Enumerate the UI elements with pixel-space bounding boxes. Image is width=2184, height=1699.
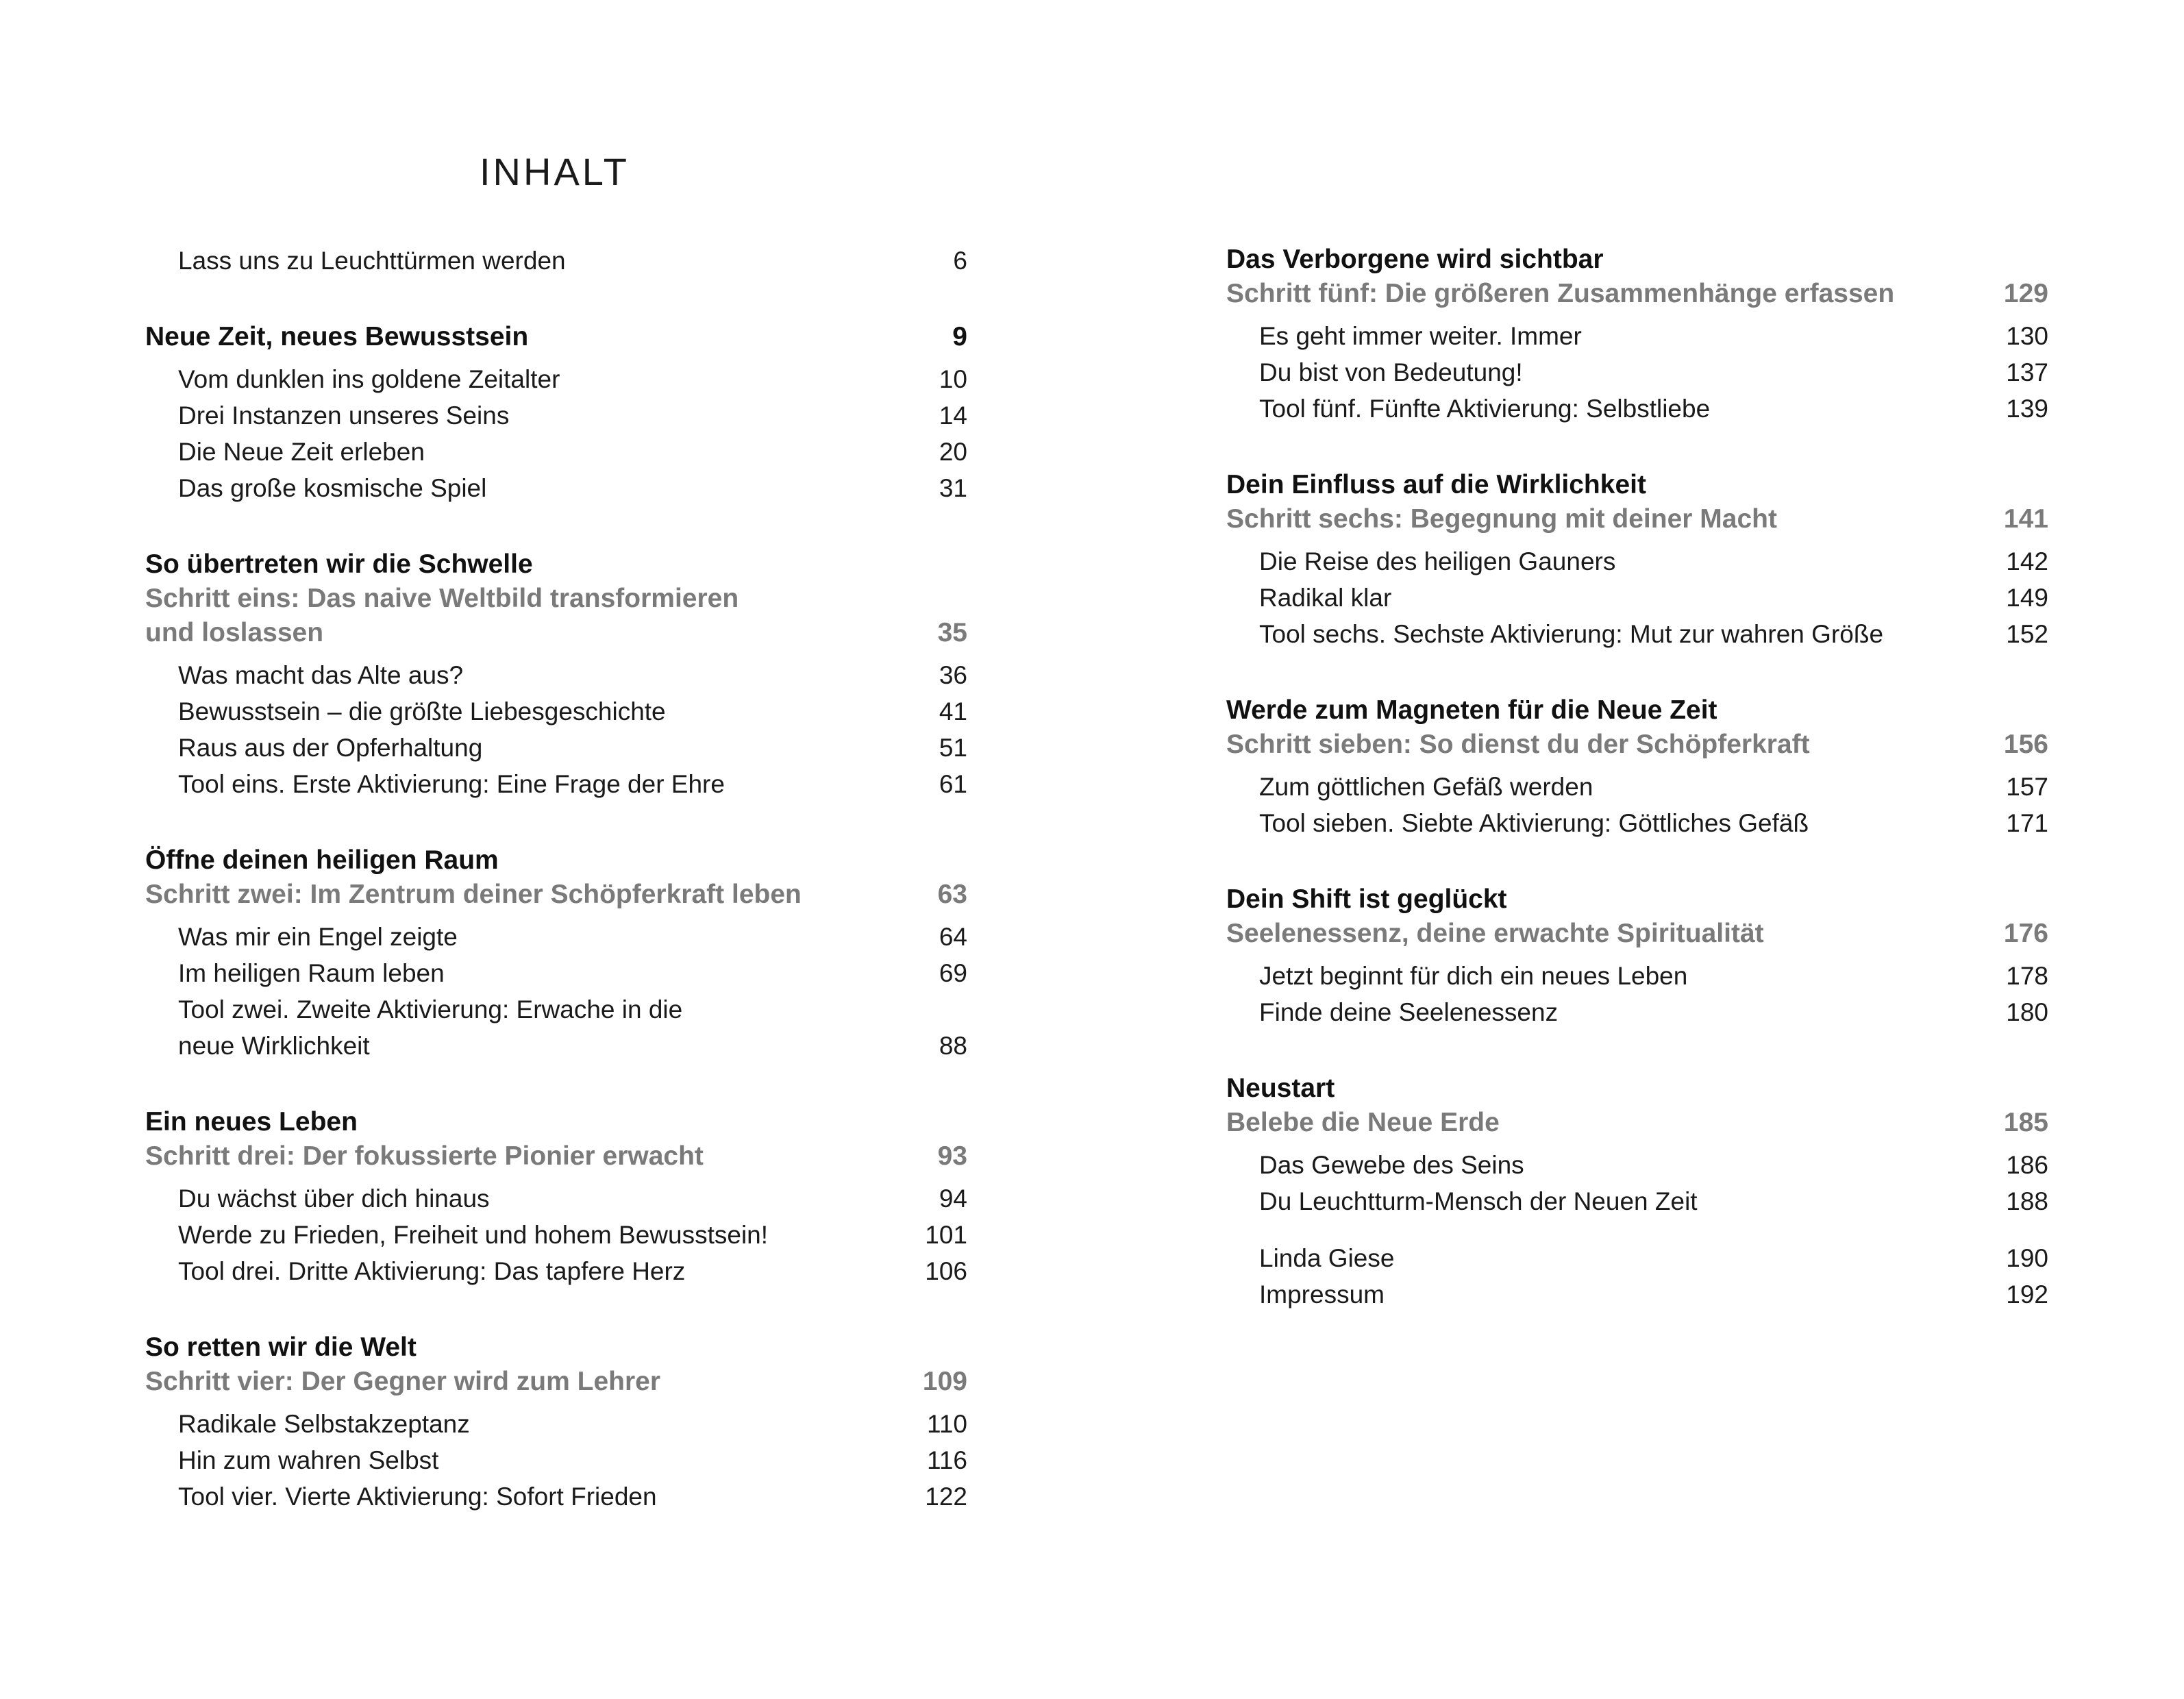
entry-page: 152 [2006, 620, 2048, 648]
entry-page: 101 [925, 1221, 967, 1249]
entry-page: 20 [939, 438, 967, 466]
entry-title: Was macht das Alte aus? [178, 661, 464, 689]
step-title: Belebe die Neue Erde [1226, 1108, 1500, 1137]
entry-page: 178 [2006, 962, 2048, 990]
entry-title: Es geht immer weiter. Immer [1259, 322, 1582, 350]
toc-entry[interactable] [145, 1442, 967, 1478]
entry-page: 116 [927, 1446, 967, 1474]
entry-page: 157 [2006, 773, 2048, 801]
chapter-heading[interactable] [1226, 882, 2048, 917]
step-page: 185 [2003, 1108, 2048, 1137]
entry-title: Drei Instanzen unseres Seins [178, 401, 510, 430]
entry-title: Das große kosmische Spiel [178, 474, 487, 502]
entry-title: Die Neue Zeit erleben [178, 438, 425, 466]
step-subheading[interactable] [145, 1365, 967, 1399]
toc-entry[interactable] [145, 657, 967, 693]
entry-page: 186 [2006, 1151, 2048, 1179]
entry-title: Tool sechs. Sechste Aktivierung: Mut zur wahren Größe [1259, 620, 1884, 648]
chapter-title: So übertreten wir die Schwelle [145, 549, 533, 579]
step-subheading[interactable] [1226, 728, 2048, 762]
step-title: Schritt vier: Der Gegner wird zum Lehrer [145, 1367, 661, 1396]
chapter-heading[interactable] [1226, 1071, 2048, 1106]
entry-title: Radikale Selbstakzeptanz [178, 1410, 470, 1438]
toc-entry[interactable] [145, 434, 967, 470]
chapter-title: So retten wir die Welt [145, 1332, 417, 1362]
step-subheading-line: Schritt eins: Das naive Weltbild transformieren [145, 584, 739, 613]
toc-entry[interactable] [145, 397, 967, 434]
chapter-heading[interactable] [145, 1330, 967, 1365]
step-title: Schritt sechs: Begegnung mit deiner Macht [1226, 504, 1777, 534]
entry-title: Die Reise des heiligen Gauners [1259, 547, 1616, 575]
toc-entry[interactable] [1226, 958, 2048, 994]
entry-title: Vom dunklen ins goldene Zeitalter [178, 365, 560, 393]
entry-page: 180 [2006, 998, 2048, 1026]
page-title: INHALT [480, 150, 630, 193]
entry-page: 149 [2006, 584, 2048, 612]
entry-page: 190 [2006, 1244, 2048, 1272]
step-title: Seelenessenz, deine erwachte Spiritualität [1226, 919, 1764, 948]
toc-entry[interactable] [145, 1253, 967, 1289]
chapter-title: Dein Shift ist geglückt [1226, 884, 1507, 914]
entry-page: 51 [939, 734, 967, 762]
entry-title: Im heiligen Raum leben [178, 959, 445, 987]
step-subheading[interactable] [1226, 502, 2048, 536]
entry-page: 142 [2006, 547, 2048, 575]
entry-title: Radikal klar [1259, 584, 1392, 612]
step-page: 63 [937, 880, 967, 909]
step-page: 176 [2003, 919, 2048, 948]
entry-title: Finde deine Seelenessenz [1259, 998, 1559, 1026]
toc-entry[interactable] [145, 1478, 967, 1515]
chapter-heading[interactable] [1226, 468, 2048, 502]
entry-title: Bewusstsein – die größte Liebesgeschichte [178, 697, 666, 726]
entry-page: 61 [939, 770, 967, 798]
step-subheading[interactable] [1226, 1106, 2048, 1140]
chapter-page: 9 [952, 322, 967, 351]
entry-title: Tool drei. Dritte Aktivierung: Das tapfere Herz [178, 1257, 686, 1285]
toc-entry[interactable] [1226, 769, 2048, 805]
toc-entry[interactable] [1226, 1147, 2048, 1183]
step-subheading[interactable] [145, 1139, 967, 1174]
toc-entry[interactable] [145, 919, 967, 955]
step-page: 35 [937, 618, 967, 647]
entry-page: 94 [939, 1185, 967, 1213]
step-subheading[interactable] [145, 616, 967, 650]
entry-page: 188 [2006, 1187, 2048, 1215]
entry-page: 36 [939, 661, 967, 689]
toc-entry[interactable] [1226, 616, 2048, 652]
toc-entry[interactable] [145, 693, 967, 730]
chapter-title: Neue Zeit, neues Bewusstsein [145, 322, 529, 351]
toc-entry-imprint[interactable] [1226, 1276, 2048, 1313]
toc-entry[interactable] [1226, 580, 2048, 616]
entry-page: 139 [2006, 395, 2048, 423]
step-page: 129 [2003, 279, 2048, 308]
toc-entry[interactable] [145, 361, 967, 397]
entry-title: Werde zu Frieden, Freiheit und hohem Bewusstsein! [178, 1221, 769, 1249]
toc-right-column [1226, 243, 2048, 1313]
toc-left-column [145, 243, 967, 1515]
toc-entry[interactable] [145, 991, 967, 1064]
entry-page: 14 [939, 401, 967, 430]
entry-title-continued: neue Wirklichkeit [178, 1032, 370, 1060]
step-page: 93 [937, 1141, 967, 1171]
toc-entry[interactable] [145, 955, 967, 991]
chapter-title: Ein neues Leben [145, 1107, 358, 1137]
entry-page: 106 [925, 1257, 967, 1285]
entry-title: Du Leuchtturm-Mensch der Neuen Zeit [1259, 1187, 1698, 1215]
entry-page: 110 [927, 1410, 967, 1438]
entry-title: Tool fünf. Fünfte Aktivierung: Selbstliebe [1259, 395, 1711, 423]
chapter-heading[interactable] [1226, 693, 2048, 728]
toc-entry[interactable] [145, 243, 967, 279]
entry-page: 10 [939, 365, 967, 393]
chapter-title: Dein Einfluss auf die Wirklichkeit [1226, 470, 1646, 499]
entry-title: Du bist von Bedeutung! [1259, 358, 1523, 386]
toc-entry[interactable] [1226, 1183, 2048, 1219]
entry-title: Tool eins. Erste Aktivierung: Eine Frage der Ehre [178, 770, 725, 798]
entry-page: 130 [2006, 322, 2048, 350]
entry-page: 88 [939, 1032, 967, 1060]
entry-title: Raus aus der Opferhaltung [178, 734, 483, 762]
step-page: 141 [2003, 504, 2048, 534]
step-subheading[interactable] [1226, 917, 2048, 951]
step-title: Schritt sieben: So dienst du der Schöpferkraft [1226, 730, 1810, 759]
entry-page: 137 [2006, 358, 2048, 386]
entry-page: 192 [2006, 1280, 2048, 1309]
toc-entry-author[interactable] [1226, 1240, 2048, 1276]
toc-entry[interactable] [145, 766, 967, 802]
entry-title: Das Gewebe des Seins [1259, 1151, 1524, 1179]
entry-page: 69 [939, 959, 967, 987]
entry-title: Impressum [1259, 1280, 1385, 1309]
toc-entry[interactable] [1226, 543, 2048, 580]
chapter-heading[interactable] [145, 843, 967, 878]
toc-entry[interactable] [1226, 390, 2048, 427]
entry-title: Was mir ein Engel zeigte [178, 923, 458, 951]
step-title: Schritt zwei: Im Zentrum deiner Schöpferkraft leben [145, 880, 802, 909]
step-title: Schritt drei: Der fokussierte Pionier erwacht [145, 1141, 704, 1171]
entry-title: Hin zum wahren Selbst [178, 1446, 439, 1474]
toc-entry[interactable] [145, 730, 967, 766]
entry-title: Tool vier. Vierte Aktivierung: Sofort Frieden [178, 1483, 657, 1511]
toc-entry[interactable] [145, 1180, 967, 1217]
entry-title: Jetzt beginnt für dich ein neues Leben [1259, 962, 1688, 990]
chapter-heading[interactable] [145, 1105, 967, 1139]
toc-entry[interactable] [1226, 318, 2048, 354]
step-title: und loslassen [145, 618, 324, 647]
entry-page: 31 [939, 474, 967, 502]
toc-entry[interactable] [145, 1217, 967, 1253]
entry-title: Linda Giese [1259, 1244, 1395, 1272]
chapter-title: Das Verborgene wird sichtbar [1226, 245, 1604, 274]
entry-title: Du wächst über dich hinaus [178, 1185, 490, 1213]
entry-title: Lass uns zu Leuchttürmen werden [178, 247, 566, 275]
step-page: 156 [2003, 730, 2048, 759]
toc-entry[interactable] [1226, 994, 2048, 1030]
chapter-heading[interactable] [145, 547, 967, 582]
chapter-title: Öffne deinen heiligen Raum [145, 845, 499, 875]
entry-page: 41 [939, 697, 967, 726]
toc-entry[interactable] [145, 1406, 967, 1442]
chapter-heading[interactable] [145, 320, 967, 354]
entry-page: 171 [2006, 809, 2048, 837]
entry-page: 64 [939, 923, 967, 951]
toc-entry[interactable] [1226, 354, 2048, 390]
entry-page: 6 [953, 247, 967, 275]
chapter-title: Neustart [1226, 1074, 1335, 1103]
step-page: 109 [922, 1367, 967, 1396]
step-subheading[interactable] [1226, 277, 2048, 311]
toc-entry[interactable] [1226, 805, 2048, 841]
entry-title: Tool sieben. Siebte Aktivierung: Göttliches Gefäß [1259, 809, 1809, 837]
entry-page: 122 [925, 1483, 967, 1511]
chapter-title: Werde zum Magneten für die Neue Zeit [1226, 695, 1717, 725]
toc-entry[interactable] [145, 470, 967, 506]
step-title: Schritt fünf: Die größeren Zusammenhänge erfassen [1226, 279, 1895, 308]
chapter-heading[interactable] [1226, 243, 2048, 277]
step-subheading[interactable] [145, 878, 967, 912]
entry-title: Zum göttlichen Gefäß werden [1259, 773, 1593, 801]
entry-title: Tool zwei. Zweite Aktivierung: Erwache in die [178, 995, 683, 1024]
